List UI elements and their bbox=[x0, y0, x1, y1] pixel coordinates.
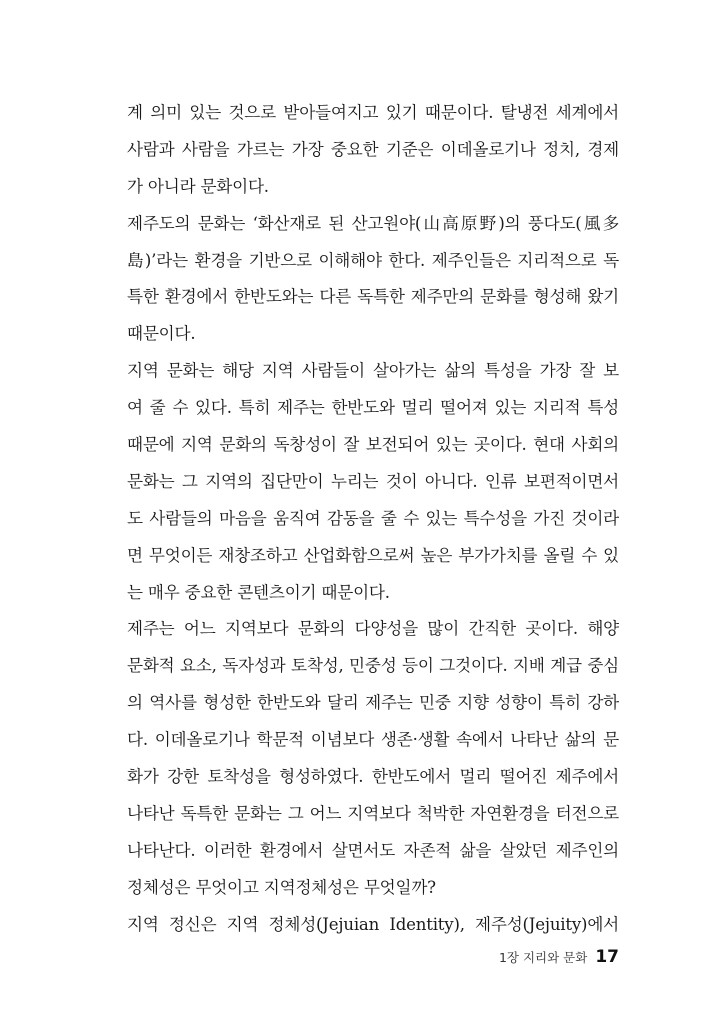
chapter-title: 1장 지리와 문화 bbox=[498, 950, 588, 965]
text-line: 나타난 독특한 문화는 그 어느 지역보다 척박한 자연환경을 터전으로 bbox=[127, 803, 619, 823]
page-number: 17 bbox=[595, 947, 619, 967]
body-text bbox=[127, 95, 619, 943]
text-line: 화가 강한 토착성을 형성하였다. 한반도에서 멀리 떨어진 제주에서 bbox=[127, 767, 619, 787]
text-line: 도 사람들의 마음을 움직여 감동을 줄 수 있는 특수성을 가진 것이라 bbox=[127, 508, 619, 528]
text-line: 제주도의 문화는 ‘화산재로 된 산고원야(山高原野)의 풍다도(風多 bbox=[127, 213, 619, 233]
text-line: 는 매우 중요한 콘텐츠이기 때문이다. bbox=[127, 582, 390, 602]
text-line: 때문에 지역 문화의 독창성이 잘 보전되어 있는 곳이다. 현대 사회의 bbox=[127, 435, 619, 455]
text-line: 문화적 요소, 독자성과 토착성, 민중성 등이 그것이다. 지배 계급 중심 bbox=[127, 656, 619, 676]
text-line: 계 의미 있는 것으로 받아들여지고 있기 때문이다. 탈냉전 세계에서 bbox=[127, 103, 619, 122]
text-line: 제주는 어느 지역보다 문화의 다양성을 많이 간직한 곳이다. 해양 bbox=[127, 619, 619, 639]
text-line: 문화는 그 지역의 집단만이 누리는 것이 아니다. 인류 보편적이면서 bbox=[127, 471, 619, 491]
text-line: 다. 이데올로기나 학문적 이념보다 생존·생활 속에서 나타난 삶의 문 bbox=[127, 730, 619, 750]
text-line: 때문이다. bbox=[127, 324, 196, 344]
text-line: 가 아니라 문화이다. bbox=[127, 176, 269, 196]
text-line: 여 줄 수 있다. 특히 제주는 한반도와 멀리 떨어져 있는 지리적 특성 bbox=[127, 398, 619, 418]
text-line: 의 역사를 형성한 한반도와 달리 제주는 민중 지향 성향이 특히 강하 bbox=[127, 693, 619, 713]
text-line: 지역 정신은 지역 정체성(Jejuian Identity), 제주성(Jejuity)에서 bbox=[127, 914, 619, 934]
text-line: 면 무엇이든 재창조하고 산업화함으로써 높은 부가가치를 올릴 수 있 bbox=[127, 545, 619, 565]
text-line: 사람과 사람을 가르는 가장 중요한 기준은 이데올로기나 정치, 경제 bbox=[127, 139, 619, 159]
text-line: 특한 환경에서 한반도와는 다른 독특한 제주만의 문화를 형성해 왔기 bbox=[127, 287, 619, 307]
text-line: 정체성은 무엇이고 지역정체성은 무엇일까? bbox=[127, 877, 436, 897]
text-line: 지역 문화는 해당 지역 사람들이 살아가는 삶의 특성을 가장 잘 보 bbox=[127, 361, 619, 381]
page-footer bbox=[499, 947, 619, 971]
text-line: 島)’라는 환경을 기반으로 이해해야 한다. 제주인들은 지리적으로 독 bbox=[127, 250, 619, 270]
text-line: 나타난다. 이러한 환경에서 살면서도 자존적 삶을 살았던 제주인의 bbox=[127, 840, 619, 860]
